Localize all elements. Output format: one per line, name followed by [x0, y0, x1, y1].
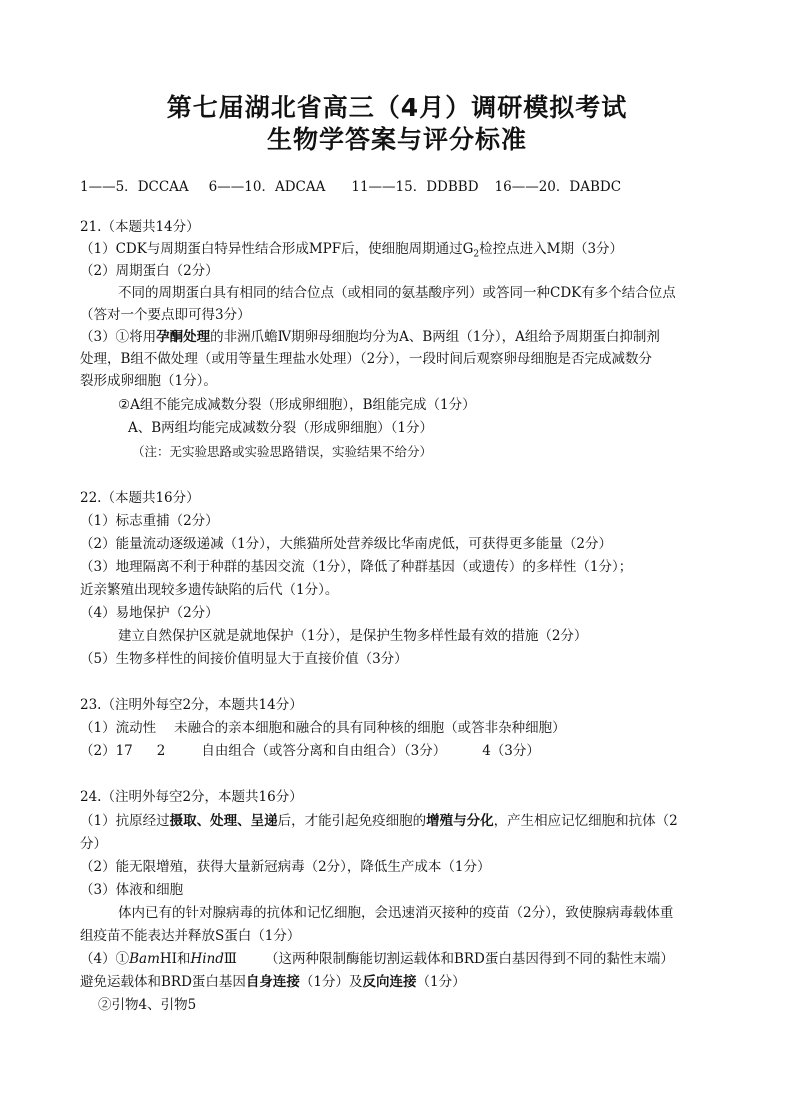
q24-line: 组疫苗不能表达并释放S蛋白（1分） [80, 928, 301, 944]
q24-line: （3）体液和细胞 [80, 882, 184, 898]
q21-line: ②A组不能完成减数分裂（形成卵细胞），B组能完成（1分） [118, 397, 476, 413]
bold-term: 反向连接 [362, 974, 417, 990]
q24-heading: 24.（注明外每空2分，本题共16分） [80, 789, 303, 805]
enzyme-name: Hind [190, 951, 224, 967]
q21-line: （1）CDK与周期蛋白特异性结合形成MPF后，使细胞周期通过$G_2$检控点进入M期（3分） [80, 241, 624, 260]
bold-term: 摄取、处理、呈递 [169, 813, 278, 829]
q21-line: （3）①将用孕酮处理的非洲爪蟾Ⅳ期卵母细胞均分为A、B两组（1分），A组给予周期蛋白抑制剂 [80, 329, 660, 345]
enzyme-name: Bam [129, 951, 160, 967]
q22-line: 建立自然保护区就是就地保护（1分），是保护生物多样性最有效的措施（2分） [118, 628, 588, 644]
subscript: 2 [473, 249, 480, 260]
mc-group-label: 1——5． [80, 179, 138, 195]
q21-heading: 21.（本题共14分） [80, 219, 200, 235]
mc-group-answers: DCCAA [137, 179, 189, 195]
q24-line: 体内已有的针对腺病毒的抗体和记忆细胞，会迅速消灭接种的疫苗（2分），致使腺病毒载体重 [118, 905, 674, 921]
bold-term: 自身连接 [245, 974, 300, 990]
q21-note: （注：无实验思路或实验思路错误，实验结果不给分） [132, 444, 433, 459]
mc-group-label: 6——10． [208, 179, 275, 195]
q23-heading: 23.（注明外每空2分，本题共14分） [80, 697, 303, 713]
q22-line: 近亲繁殖出现较多遗传缺陷的后代（1分）。 [80, 582, 339, 598]
multiple-choice-answers [80, 176, 740, 198]
mc-group-label: 16——20． [494, 179, 570, 195]
q21-line: A、B两组均能完成减数分裂（形成卵细胞）（1分） [128, 420, 434, 436]
page-title: 第七届湖北省高三（4月）调研模拟考试 [166, 93, 628, 122]
q21-line: （答对一个要点即可得3分） [80, 307, 251, 323]
q23-line: （2）17 2 自由组合（或答分离和自由组合）（3分） 4（3分） [80, 743, 540, 759]
q21-line: （2）周期蛋白（2分） [80, 263, 219, 279]
mc-group-label: 11——15． [351, 179, 427, 195]
q22-line: （1）标志重捕（2分） [80, 513, 219, 529]
q22-heading: 22.（本题共16分） [80, 490, 200, 506]
mc-group-answers: ADCAA [274, 179, 326, 195]
q23-line: （1）流动性 未融合的亲本细胞和融合的具有同种核的细胞（或答非杂种细胞） [80, 720, 566, 736]
q22-line: （5）生物多样性的间接价值明显大于直接价值（3分） [80, 651, 408, 667]
q24-line: （2）能无限增殖，获得大量新冠病毒（2分），降低生产成本（1分） [80, 859, 491, 875]
q24-line: ②引物4、引物5 [98, 997, 197, 1013]
q24-line: 避免运载体和BRD蛋白基因自身连接（1分）及反向连接（1分） [80, 974, 466, 990]
page-subtitle: 生物学答案与评分标准 [266, 125, 527, 154]
q24-line: （4）①BamHⅠ和HindⅢ （这两种限制酶能切割运载体和BRD蛋白基因得到不同的黏性末端） [80, 951, 674, 967]
mc-group-answers: DDBBD [426, 179, 479, 195]
bold-term: 增殖与分化 [426, 813, 494, 829]
q22-line: （3）地理隔离不利于种群的基因交流（1分），降低了种群基因（或遗传）的多样性（1分）； [80, 559, 633, 575]
q24-line: （1）抗原经过摄取、处理、呈递后，才能引起免疫细胞的增殖与分化，产生相应记忆细胞和抗体（2 [80, 813, 678, 829]
q22-line: （2）能量流动逐级递减（1分），大熊猫所处营养级比华南虎低，可获得更多能量（2分） [80, 536, 613, 552]
q21-line: 处理，B组不做处理（或用等量生理盐水处理）（2分），一段时间后观察卵母细胞是否完成减数分 [80, 351, 653, 367]
q21-line: 不同的周期蛋白具有相同的结合位点（或相同的氨基酸序列）或答同一种CDK有多个结合位点 [118, 285, 676, 301]
bold-term: 孕酮处理 [156, 329, 211, 345]
mc-group-answers: DABDC [569, 179, 622, 195]
q22-line: （4）易地保护（2分） [80, 605, 219, 621]
q24-line: 分） [80, 836, 107, 852]
q21-line: 裂形成卵细胞（1分）。 [80, 373, 217, 389]
